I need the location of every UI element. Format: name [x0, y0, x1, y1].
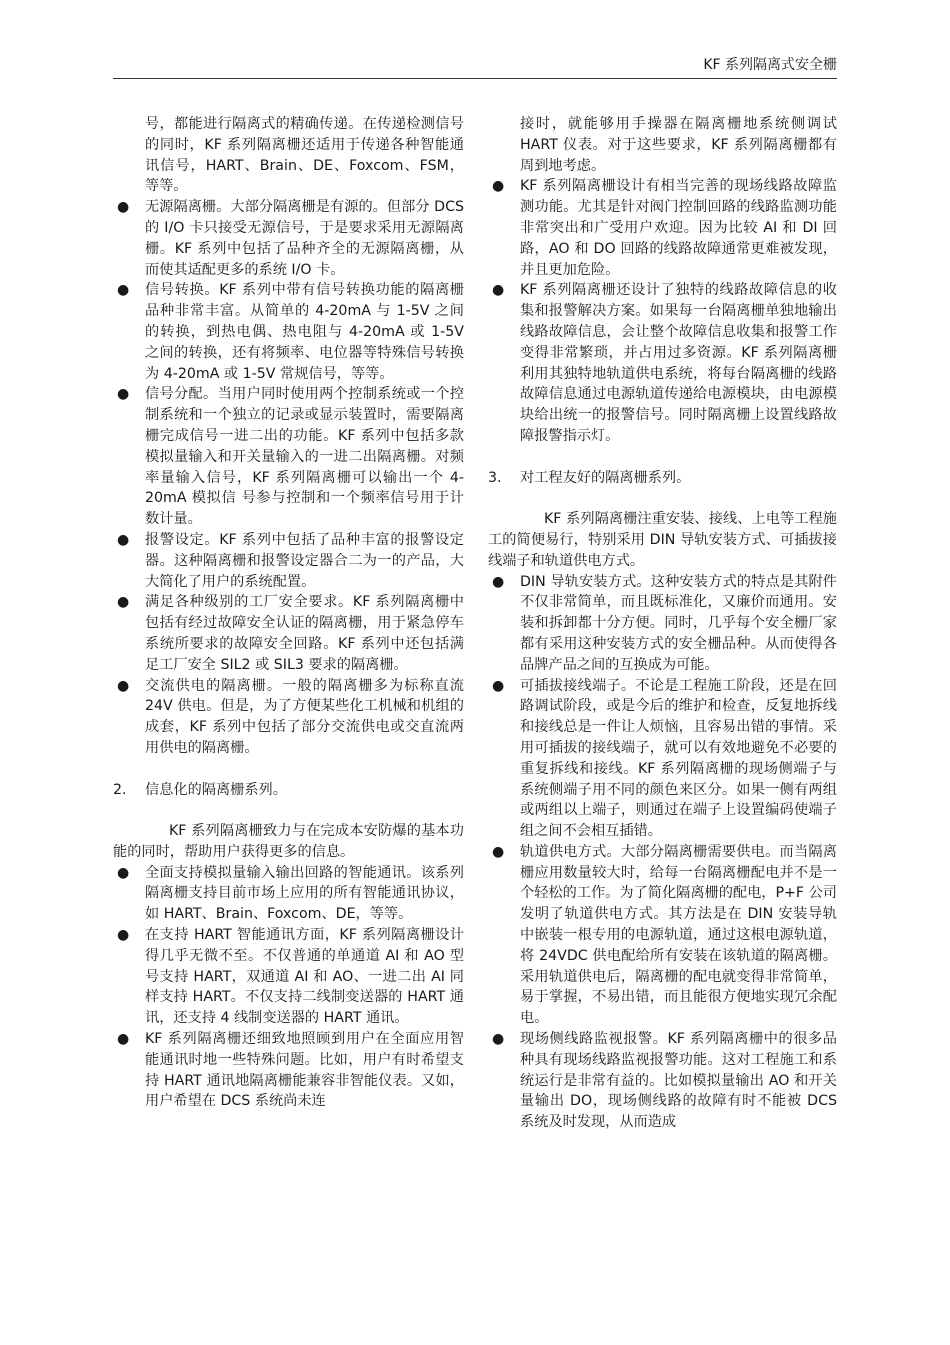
bullet-icon: ●	[117, 531, 130, 548]
page-header	[113, 56, 837, 79]
bullet-icon: ●	[492, 178, 505, 195]
list-item	[113, 530, 464, 592]
bullet-icon: ●	[117, 927, 130, 944]
list-item	[488, 1029, 837, 1133]
section-paragraph: KF 系列隔离栅注重安装、接线、上电等工程施工的简便易行，特别采用 DIN 导轨安装方式、可插拔接线端子和轨道供电方式。	[488, 511, 837, 569]
section-heading	[488, 468, 837, 489]
bullet-icon: ●	[117, 199, 130, 216]
continued-paragraph: 接时，就能够用手操器在隔离栅地系统侧调试 HART 仪表。对于这些要求，KF 系列隔离栅都有周到地考虑。	[520, 116, 837, 174]
bullet-icon: ●	[492, 573, 505, 590]
list-item-text: 报警设定。KF 系列中包括了品种丰富的报警设定器。这种隔离栅和报警设定器合二为一的产品，大大简化了用户的系统配置。	[145, 531, 464, 590]
bullet-icon: ●	[117, 282, 130, 299]
list-item-text: DIN 导轨安装方式。这种安装方式的特点是其附件不仅非常简单，而且既标准化，又廉价而通用。安装和拆卸都十分方便。同时，几乎每个安全栅厂家都有采用这种安装方式的安全栅品种。从而使得各品牌产品之间的互换成为可能。	[520, 573, 837, 673]
list-item	[488, 676, 837, 842]
list-item-text: KF 系列隔离栅还设计了独特的线路故障信息的收集和报警解决方案。如果每一台隔离栅单独地输出线路故障信息，会让整个故障信息收集和报警工作变得非常繁琐，并占用过多资源。KF 系列隔离栅利用其独特地轨道供电系统，将每台隔离栅的线路故障信息通过电源轨道传递给电源模块，由电源模块给出统一的报警信号。同时隔离栅上设置线路故障报警指示灯。	[520, 282, 837, 444]
section-paragraph: KF 系列隔离栅致力与在完成本安防爆的基本功能的同时，帮助用户获得更多的信息。	[113, 823, 464, 860]
bullet-icon: ●	[492, 1031, 505, 1048]
bullet-icon: ●	[492, 677, 505, 694]
bullet-icon: ●	[117, 864, 130, 881]
header-title: KF 系列隔离式安全栅	[703, 57, 837, 73]
list-item	[113, 925, 464, 1029]
list-item	[488, 572, 837, 676]
list-item	[113, 863, 464, 925]
right-column	[488, 114, 837, 1133]
section-number: 3.	[488, 469, 502, 486]
left-column	[113, 114, 464, 1112]
bullet-icon: ●	[117, 386, 130, 403]
list-item	[113, 676, 464, 759]
section-title: 信息化的隔离栅系列。	[145, 781, 287, 798]
list-item	[488, 842, 837, 1029]
list-item	[113, 384, 464, 530]
bullet-icon: ●	[492, 282, 505, 299]
section-title: 对工程友好的隔离栅系列。	[520, 469, 691, 486]
continued-paragraph: 号，都能进行隔离式的精确传递。在传递检测信号的同时，KF 系列隔离栅还适用于传递各种智能通讯信号，HART、Brain、DE、Foxcom、FSM，等等。	[145, 116, 464, 195]
list-item-text: KF 系列隔离栅设计有相当完善的现场线路故障监测功能。尤其是针对阀门控制回路的线路监测功能非常突出和广受用户欢迎。因为比较 AI 和 DI 回路，AO 和 DO 回路的线路故障通常更难被发现，并且更加危险。	[520, 178, 837, 278]
list-item-text: 信号分配。当用户同时使用两个控制系统或一个控制系统和一个独立的记录或显示装置时，需要隔离栅完成信号一进二出的功能。KF 系列中包括多款模拟量输入和开关量输入的一进二出隔离栅。对频率量输入信号，KF 系列隔离栅可以输出一个 4-20mA 模拟信 号参与控制和一个频率信号用于计数计量。	[145, 386, 464, 528]
list-item-text: 现场侧线路监视报警。KF 系列隔离栅中的很多品种具有现场线路监视报警功能。这对工程施工和系统运行是非常有益的。比如模拟量输出 AO 和开关量输出 DO，现场侧线路的故障有时不能被 DCS 系统及时发现，从而造成	[520, 1031, 837, 1131]
list-item	[113, 197, 464, 280]
list-item-text: 轨道供电方式。大部分隔离栅需要供电。而当隔离栅应用数量较大时，给每一台隔离栅配电并不是一个轻松的工作。为了简化隔离栅的配电，P+F 公司发明了轨道供电方式。其方法是在 DIN 安装导轨中嵌装一根专用的电源轨道，通过这根电源轨道，将 24VDC 供电配给所有安装在该轨道的隔离栅。采用轨道供电后，隔离栅的配电就变得非常简单，易于掌握，不易出错，而且能很方便地实现冗余配电。	[520, 843, 837, 1027]
list-item-text: 满足各种级别的工厂安全要求。KF 系列隔离栅中包括有经过故障安全认证的隔离栅，用于紧急停车系统所要求的故障安全回路。KF 系列中还包括满足工厂安全 SIL2 或 SIL3 要求的隔离栅。	[145, 594, 464, 673]
section-number: 2.	[113, 781, 127, 798]
list-item-text: 可插拔接线端子。不论是工程施工阶段，还是在回路调试阶段，或是今后的维护和检查，反复地拆线和接线总是一件让人烦恼，且容易出错的事情。采用可插拔的接线端子，就可以有效地避免不必要的重复拆线和接线。KF 系列隔离栅的现场侧端子与系统侧端子用不同的颜色来区分。如果一侧有两组或两组以上端子，则通过在端子上设置编码使端子组之间不会相互插错。	[520, 677, 837, 840]
bullet-icon: ●	[492, 843, 505, 860]
section-heading	[113, 780, 464, 801]
list-item-text: 全面支持模拟量输入输出回路的智能通讯。该系列隔离栅支持目前市场上应用的所有智能通讯协议，如 HART、Brain、Foxcom、DE，等等。	[145, 864, 464, 923]
list-item	[113, 592, 464, 675]
list-item-text: 在支持 HART 智能通讯方面，KF 系列隔离栅设计得几乎无微不至。不仅普通的单通道 AI 和 AO 型号支持 HART，双通道 AI 和 AO、一进二出 AI 同样支持 HART。不仅支持二线制变送器的 HART 通讯，还支持 4 线制变送器的 HART 通讯。	[145, 927, 464, 1027]
bullet-icon: ●	[117, 594, 130, 611]
list-item-text: 信号转换。KF 系列中带有信号转换功能的隔离栅品种非常丰富。从简单的 4-20mA 与 1-5V 之间的转换，到热电偶、热电阻与 4-20mA 或 1-5V 之间的转换，还有将频率、电位器等特殊信号转换为 4-20mA 或 1-5V 常规信号，等等。	[145, 282, 464, 382]
bullet-icon: ●	[117, 1031, 130, 1048]
bullet-icon: ●	[117, 677, 130, 694]
list-item-text: 交流供电的隔离栅。一般的隔离栅多为标称直流 24V 供电。但是，为了方便某些化工机械和机组的成套，KF 系列中包括了部分交流供电或交直流两用供电的隔离栅。	[145, 677, 464, 756]
list-item	[488, 280, 837, 446]
list-item-text: KF 系列隔离栅还细致地照顾到用户在全面应用智能通讯时地一些特殊问题。比如，用户有时希望支持 HART 通讯地隔离栅能兼容非智能仪表。又如，用户希望在 DCS 系统尚未连	[145, 1031, 464, 1110]
list-item	[113, 1029, 464, 1112]
list-item-text: 无源隔离栅。大部分隔离栅是有源的。但部分 DCS 的 I/O 卡只接受无源信号，于是要求采用无源隔离栅。KF 系列中包括了品种齐全的无源隔离栅，从而使其适配更多的系统 I/O 卡。	[145, 199, 464, 278]
list-item	[113, 280, 464, 384]
list-item	[488, 176, 837, 280]
